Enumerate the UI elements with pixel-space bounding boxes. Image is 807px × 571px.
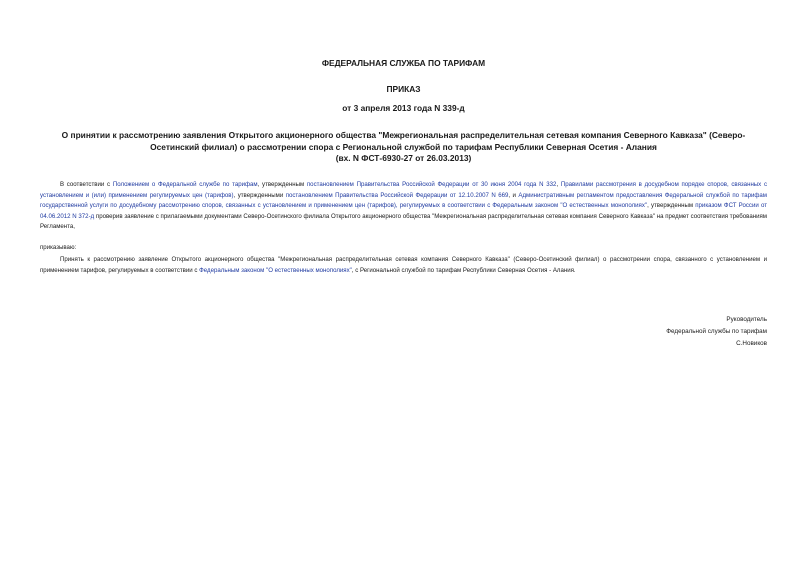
- p1-text-3: ,: [556, 181, 561, 188]
- p3-text-2: , с Региональной службой по тарифам Республики Северная Осетия - Алания.: [351, 266, 576, 274]
- p1-text-4: , утвержденными: [233, 191, 286, 199]
- title-line-3: (вх. N ФСТ-6930-27 от 26.03.2013): [335, 153, 472, 163]
- paragraph-preamble: [40, 180, 767, 233]
- link-dispute-rules[interactable]: Правилами рассмотрения в досудебном порядке споров, связанных с установлением и (или) применением регулируемых цен (тарифов): [40, 181, 768, 199]
- signature-name: С.Новиков: [736, 340, 767, 347]
- p1-text-2: , утвержденным: [257, 181, 307, 188]
- title-line-2: Осетинский филиал) о рассмотрении спора с Региональной службой по тарифам Республики Северная Осетия - Алания: [150, 141, 657, 152]
- p2-text: приказываю:: [40, 244, 77, 251]
- signature-role: Руководитель: [726, 316, 767, 323]
- doc-type-heading: ПРИКАЗ: [386, 84, 421, 94]
- title-line-1: О принятии к рассмотрению заявления Открытого акционерного общества "Межрегиональная распределительная сетевая компания Северного Кавказа" (Северо-: [61, 130, 746, 140]
- link-admin-regulation[interactable]: Административным регламентом предоставления Федеральной службой по тарифам государственной услуги по досудебному рассмотрению споров, связанных с установлением и применением цен (тарифов), регулируемых в соответствии с Федеральным законом "О естественных монополиях": [40, 191, 767, 209]
- link-natural-monopolies-law[interactable]: Федеральным законом "О естественных монополиях": [199, 266, 352, 274]
- p1-text-7: проверив заявление с прилагаемыми документами Северо-Осетинского филиала Открытого акционерного общества "Межрегиональная распределительная сетевая компания Северного Кавказа" на предмет соответствия требованиям Регламента,: [40, 212, 767, 230]
- document-title: [40, 130, 767, 165]
- p3-text-1: Принять к рассмотрению заявление Открытого акционерного общества "Межрегиональная распределительная сетевая компания Северного Кавказа" (Северо-Осетинский филиал) о рассмотрении спора, связанного с установлением и применением тарифов, регулируемых в соответствии с: [40, 256, 767, 274]
- p1-text-5: , и: [508, 191, 519, 199]
- agency-heading: ФЕДЕРАЛЬНАЯ СЛУЖБА ПО ТАРИФАМ: [321, 58, 486, 68]
- link-resolution-669[interactable]: постановлением Правительства Российской Федерации от 12.10.2007 N 669: [285, 191, 509, 199]
- p1-text-6: , утвержденным: [647, 202, 696, 209]
- link-resolution-332[interactable]: постановлением Правительства Российской Федерации от 30 июня 2004 года N 332: [306, 181, 557, 188]
- link-regulation-fst[interactable]: Положением о Федеральной службе по тарифам: [112, 181, 258, 188]
- link-order-372[interactable]: приказом ФСТ России от 04.06.2012 N 372-д: [40, 202, 767, 220]
- paragraph-order-word: [40, 243, 767, 254]
- doc-date-number: от 3 апреля 2013 года N 339-д: [342, 103, 465, 113]
- paragraph-decision: [40, 255, 767, 276]
- p1-text-1: В соответствии с: [60, 181, 113, 188]
- signature-org: Федеральной службы по тарифам: [666, 328, 767, 335]
